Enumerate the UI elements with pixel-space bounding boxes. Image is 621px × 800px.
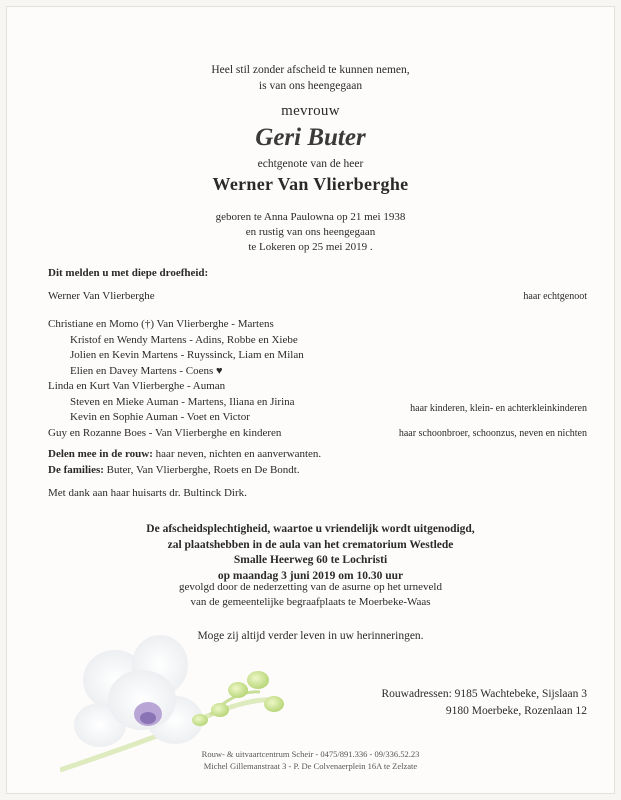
ceremony-line-2: zal plaatshebben in de aula van het crematorium Westlede	[167, 538, 454, 551]
address-1: 9185 Wachtebeke, Sijslaan 3	[454, 688, 587, 700]
grandchild-line-2: Jolien en Kevin Martens - Ruyssinck, Liam en Milan	[70, 349, 304, 361]
spouse-label: echtgenote van de heer	[257, 158, 364, 170]
deceased-name: Geri Buter	[255, 124, 366, 151]
grandchild-line-4: Steven en Mieke Auman - Martens, Iliana en Jirina	[70, 395, 295, 408]
husband-row	[48, 289, 588, 305]
birth-line-3: te Lokeren op 25 mei 2019 .	[248, 241, 373, 253]
burial-line-1: gevolgd door de nederzetting van de asurne op het urneveld	[179, 581, 442, 593]
child-line-1: Christiane en Momo (†) Van Vlierberghe - Martens	[48, 318, 274, 330]
inlaw-name: Guy en Rozanne Boes - Van Vlierberghe en kinderen	[48, 427, 282, 439]
grandchild-line-5: Kevin en Sophie Auman - Voet en Victor	[70, 411, 250, 423]
birth-line-2: en rustig van ons heengegaan	[245, 226, 376, 238]
heart-icon: ♥	[216, 364, 223, 377]
grandchild-line-3	[48, 364, 588, 380]
footer-line-2: Michel Gillemanstraat 3 - P. De Colvenaerplein 16A te Zelzate	[203, 761, 418, 771]
ceremony-line-3: Smalle Heerweg 60 te Lochristi	[233, 554, 388, 566]
husband-name: Werner Van Vlierberghe	[48, 290, 155, 302]
burial-info	[0, 580, 621, 610]
deceased-title: mevrouw	[281, 103, 340, 119]
announcement: Dit melden u met diepe droefheid:	[48, 267, 209, 279]
husband-role: haar echtgenoot	[523, 291, 587, 302]
grandchild-line-3-text: Elien en Davey Martens - Coens	[70, 364, 214, 377]
burial-line-2: van de gemeentelijke begraafplaats te Moerbeke-Waas	[190, 596, 431, 608]
funeral-home-footer	[0, 748, 621, 772]
intro-line-2: is van ons heengegaan	[258, 80, 363, 92]
intro-line-1: Heel stil zonder afscheid te kunnen nemen,	[211, 64, 410, 76]
birth-info	[0, 210, 621, 255]
intro-text	[0, 62, 621, 94]
mourning-text-2: Buter, Van Vlierberghe, Roets en De Bondt.	[106, 463, 300, 476]
grandchild-line-1: Kristof en Wendy Martens - Adins, Robbe en Xiebe	[70, 333, 298, 346]
mourning-line-1	[48, 447, 588, 463]
thanks-note: Met dank aan haar huisarts dr. Bultinck Dirk.	[48, 487, 247, 499]
address-line-1	[382, 686, 588, 703]
ceremony-info	[0, 522, 621, 584]
mourning-block	[48, 447, 588, 478]
spouse-name: Werner Van Vlierberghe	[212, 174, 409, 194]
ceremony-line-4: op maandag 3 juni 2019 om 10.30 uur	[217, 569, 404, 582]
mourning-label-2: De families:	[48, 463, 104, 476]
inlaw-role: haar schoonbroer, schoonzus, neven en nichten	[398, 428, 587, 439]
footer-line-1: Rouw- & uitvaartcentrum Scheir - 0475/891.336 - 09/336.52.23	[201, 749, 420, 759]
closing-text: Moge zij altijd verder leven in uw herinneringen.	[197, 630, 424, 642]
address-label: Rouwadressen:	[381, 688, 452, 700]
mourning-label-1: Delen mee in de rouw:	[48, 448, 153, 460]
child-line-2: Linda en Kurt Van Vlierberghe - Auman	[48, 380, 226, 392]
mourning-text-1: haar neven, nichten en aanverwanten.	[155, 448, 322, 460]
mourning-addresses	[382, 686, 588, 720]
address-2: 9180 Moerbeke, Rozenlaan 12	[445, 705, 587, 717]
children-role: haar kinderen, klein- en achterkleinkinderen	[410, 403, 587, 414]
mourning-line-2	[48, 463, 588, 479]
ceremony-line-1: De afscheidsplechtigheid, waartoe u vriendelijk wordt uitgenodigd,	[146, 523, 475, 535]
birth-line-1: geboren te Anna Paulowna op 21 mei 1938	[215, 211, 406, 223]
